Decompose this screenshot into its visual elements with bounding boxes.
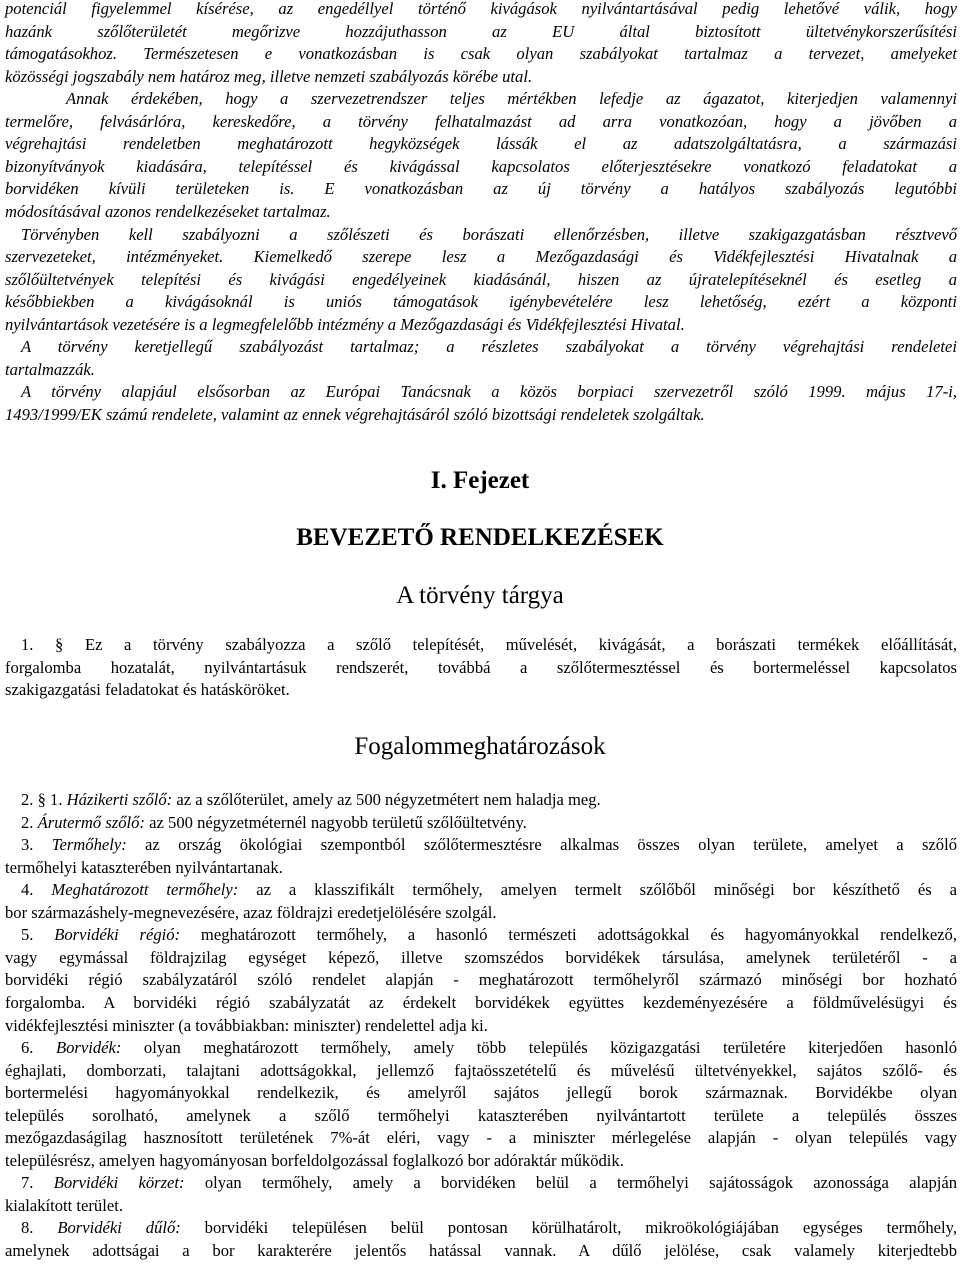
text-span: 7. (21, 1173, 54, 1193)
text-span: az ország ökológiai szempontból szőlőtermesztésre alkalmas összes olyan területe, amelyet a szőlő (126, 835, 957, 855)
text-span: Törvényben kell szabályozni a szőlészeti és borászati ellenőrzésben, illetve szakigazgatásban résztvevő (21, 224, 957, 244)
text-line (5, 1105, 957, 1127)
text-line (5, 969, 957, 991)
text-line (5, 21, 957, 43)
text-span: A törvény alapjául elsősorban az Európai Tanácsnak a közös borpiaci szervezetről szóló 1999. május 17-i, (21, 382, 957, 402)
text-line (5, 111, 957, 133)
text-span: termelőre, felvásárlóra, kereskedőre, a törvény felhatalmazást ad arra vonatkozóan, hogy a jövőben a (5, 111, 957, 131)
text-span: forgalomba hozatalát, nyilvántartásuk rendszerét, továbbá a szőlőtermesztéssel és bortermeléssel kapcsolatos (5, 657, 957, 677)
text-span: 2. (21, 812, 38, 832)
text-line (21, 224, 957, 246)
text-span: kialakított terület. (5, 1195, 123, 1215)
text-span: borvidéki településen belül pontosan körülhatárolt, mikroökológiájában egységes termőhely, (180, 1218, 958, 1238)
text-line (5, 314, 957, 336)
text-line (5, 992, 957, 1014)
text-line (5, 359, 957, 381)
text-span: tartalmazzák. (5, 359, 95, 379)
text-span: szőlőültetvények telepítési és kivágási engedélyeinek kiadásánál, hiszen az újratelepítéseknél és esetleg a (5, 269, 957, 289)
text-line (21, 1037, 957, 1059)
text-span: amelynek adottságai a bor karakterére jelentős hatással vannak. A dűlő jelölése, csak valamely kiterjedtebb (5, 1241, 957, 1260)
text-span: vidékfejlesztési miniszter (a továbbiakban: miniszter) rendelettel adja ki. (5, 1015, 488, 1035)
text-line (5, 902, 957, 924)
text-span: Borvidéki régió: (54, 925, 181, 945)
text-line (21, 1172, 957, 1194)
text-span: olyan meghatározott termőhely, amely több település közigazgatási területére kiterjedően hasonló (121, 1038, 958, 1058)
text-span: végrehajtási rendeletben meghatározott hegyközségek lássák el az adatszolgáltatásra, a származási (5, 134, 957, 154)
text-span: Házikerti szőlő: (66, 790, 173, 809)
text-line (5, 947, 957, 969)
text-span: Árutermő szőlő: (37, 812, 145, 832)
text-span: termőhelyi kataszterében nyilvántartanak. (5, 857, 283, 877)
text-line (21, 789, 957, 811)
text-line (5, 1150, 957, 1172)
text-line (21, 336, 957, 358)
text-line (5, 269, 957, 291)
text-line (21, 812, 957, 834)
text-span: olyan termőhely, amely a borvidéken belül a termőhelyi sajátosságok azonossága alapján (184, 1173, 958, 1193)
text-span: támogatásokhoz. Természetesen e vonatkozásban is csak olyan szabályokat tartalmaz a tervezet, amelyeket (5, 44, 957, 64)
text-span: település sorolható, amelynek a szőlő termőhelyi kataszterében nyilvántartott területe a település összes (5, 1105, 957, 1125)
text-span: bortermelési hagyományokkal rendelkezik, és amelyről sajátos jellegű borok származnak. Borvidékbe olyan (5, 1083, 957, 1103)
text-span: Borvidék: (55, 1038, 122, 1058)
text-span: szervezeteket, intézményeket. Kiemelkedő szerepe lesz a Mezőgazdasági és Vidékfejlesztési Hivatalnak a (5, 247, 957, 267)
text-span: borvidéki régió szabályzatáról szóló rendelet alapján - meghatározott termőhelyről származó minőségi bor hozható (5, 970, 957, 990)
text-span: vagy egymással földrajzilag egységet képező, illetve szomszédos borvidékek társulása, amelynek területéről - a (5, 947, 957, 967)
text-span: Annak érdekében, hogy a szervezetrendszer teljes mértékben lefedje az ágazatot, kiterjedjen valamennyi (66, 89, 957, 109)
text-span: 1493/1999/EK számú rendelete, valamint az ennek végrehajtásáról szóló bizottsági rendeletek szolgáltak. (5, 404, 705, 424)
text-line (5, 1127, 957, 1149)
text-span: meghatározott termőhely, a hasonló természeti adottságokkal és hagyományokkal rendelkező, (180, 925, 957, 945)
text-span: mezőgazdaságilag hasznosított területének 7%-át eléri, vagy - a miniszter mérlegelése alapján - olyan település vagy (5, 1128, 957, 1148)
text-line (5, 1240, 957, 1262)
text-span: módosításával azonos rendelkezéseket tartalmaz. (5, 201, 331, 221)
text-span: Borvidéki dűlő: (57, 1218, 181, 1238)
text-span: Borvidéki körzet: (53, 1173, 185, 1193)
text-span: hazánk szőlőterületét megőrizve hozzájuthasson az EU által biztosított ültetvénykorszerűsítési (5, 21, 957, 41)
chapter-title: BEVEZETŐ RENDELKEZÉSEK (296, 524, 664, 551)
text-line (5, 246, 957, 268)
text-span: 6. (21, 1038, 56, 1058)
text-span: Termőhely: (51, 835, 127, 855)
text-line (21, 834, 957, 856)
text-line (5, 0, 957, 20)
text-line (5, 43, 957, 65)
text-line (21, 924, 957, 946)
text-span: az a szőlőterület, amely az 500 négyzetmétert nem haladja meg. (172, 790, 601, 809)
text-span: nyilvántartások vezetésére is a legmegfelelőbb intézmény a Mezőgazdasági és Vidékfejlesztési Hivatal. (5, 314, 685, 334)
text-span: településrész, amelyen hagyományosan borfeldolgozással foglalkozó bor adóraktár működik. (5, 1150, 624, 1170)
text-span: az 500 négyzetméternél nagyobb területű szőlőültetvény. (145, 812, 527, 832)
section-title-definitions: Fogalommeghatározások (354, 733, 606, 760)
text-line (5, 133, 957, 155)
text-span: Meghatározott termőhely: (51, 880, 239, 900)
text-line (21, 1217, 957, 1239)
section-title-subject: A törvény tárgya (396, 582, 564, 609)
text-line (21, 634, 957, 656)
text-span: éghajlati, domborzati, talajtani adottságokkal, jellemző fajtaösszetételű és művelésű ültetvényekkel, sajátos szőlő- és (5, 1060, 957, 1080)
text-span: közösségi jogszabály nem határoz meg, illetve nemzeti szabályozás körébe utal. (5, 66, 533, 86)
text-line (21, 879, 957, 901)
text-line (5, 156, 957, 178)
text-span: A törvény keretjellegű szabályozást tartalmaz; a részletes szabályokat a törvény végrehajtási rendeletei (21, 337, 957, 357)
text-span: borvidéken kívüli területeken is. E vonatkozásban az új törvény a hatályos szabályozás legutóbbi (5, 179, 957, 199)
text-line (5, 201, 957, 223)
text-span: 4. (21, 880, 52, 900)
text-span: 8. (21, 1218, 58, 1238)
text-line (5, 291, 957, 313)
text-line (5, 66, 957, 88)
text-line (5, 857, 957, 879)
text-line (5, 679, 957, 701)
text-line (5, 1015, 957, 1037)
text-span: 3. (21, 835, 52, 855)
text-line (5, 657, 957, 679)
text-span: forgalomba. A borvidéki régió szabályzatát az érdekelt borvidékek együttes kezdeményezésére a földművelésügyi és (5, 992, 957, 1012)
text-line (21, 381, 957, 403)
text-span: bor származáshely-megnevezésére, azaz földrajzi eredetjelölésére szolgál. (5, 902, 497, 922)
text-span: szakigazgatási feladatokat és hatásköröket. (5, 680, 290, 699)
text-line (5, 178, 957, 200)
text-span: 2. § 1. (21, 790, 67, 809)
text-span: későbbiekben a kivágásoknál is uniós támogatások igénybevételére lesz lehetőség, ezért a központi (5, 292, 957, 312)
text-line (5, 1195, 957, 1217)
text-span: az a klasszifikált termőhely, amelyen termelt szőlőből minőségi bor készíthető és a (238, 880, 958, 900)
text-span: 5. (21, 925, 55, 945)
text-line (5, 404, 957, 426)
text-line (5, 1060, 957, 1082)
text-span: potenciál figyelemmel kísérése, az engedéllyel történő kivágások nyilvántartásával pedig lehetővé válik, hogy (5, 0, 957, 18)
text-span: bizonyítványok kiadására, telepítéssel és kivágással kapcsolatos előterjesztésekre vonatkozó feladatokat a (5, 156, 957, 176)
text-span: 1. § Ez a törvény szabályozza a szőlő telepítését, művelését, kivágását, a borászati termékek előállítását, (21, 635, 957, 654)
text-line (5, 1082, 957, 1104)
chapter-heading: I. Fejezet (430, 467, 530, 494)
text-line (66, 88, 957, 110)
